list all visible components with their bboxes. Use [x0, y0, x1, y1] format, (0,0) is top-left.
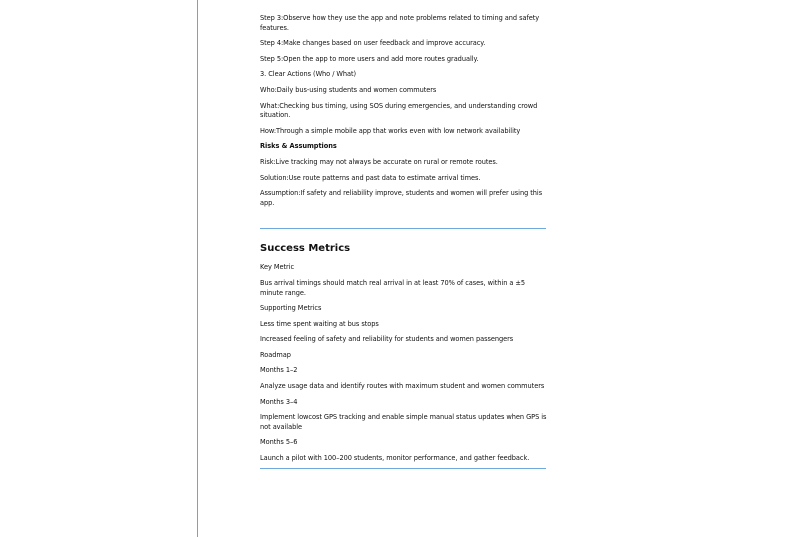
paragraph-assumption: Assumption:If safety and reliability improve, students and women will prefer using this app.	[260, 189, 543, 207]
roadmap-period: Months 3–4	[260, 397, 298, 406]
key-metric-text: Bus arrival timings should match real arrival in at least 70% of cases, within a ±5 minute range.	[260, 278, 526, 297]
paragraph-step5: Step 5:Open the app to more users and add more routes gradually.	[260, 54, 479, 63]
paragraph-who: Who:Daily bus-using students and women commuters	[260, 85, 437, 94]
section-divider-bottom	[260, 468, 546, 469]
clear-actions-heading: 3. Clear Actions (Who / What)	[260, 70, 357, 79]
roadmap-label: Roadmap	[260, 350, 291, 359]
paragraph-solution: Solution:Use route patterns and past data to estimate arrival times.	[260, 173, 481, 182]
roadmap-period: Months 5–6	[260, 438, 298, 447]
page-edge-line	[197, 0, 198, 537]
roadmap-task: Launch a pilot with 100–200 students, monitor performance, and gather feedback.	[260, 454, 530, 463]
risks-heading: Risks & Assumptions	[260, 142, 337, 151]
key-metric-label: Key Metric	[260, 263, 295, 272]
supporting-metrics-label: Supporting Metrics	[260, 304, 322, 313]
paragraph-step3: Step 3:Observe how they use the app and note problems related to timing and safety features.	[260, 14, 540, 32]
success-metrics-title: Success Metrics	[260, 243, 351, 255]
supporting-metric-item: Increased feeling of safety and reliability for students and women passengers	[260, 335, 514, 344]
document-content	[260, 14, 550, 469]
roadmap-task: Implement lowcost GPS tracking and enable simple manual status updates when GPS is not available	[260, 413, 547, 431]
roadmap-period: Months 1–2	[260, 366, 298, 375]
paragraph-how: How:Through a simple mobile app that works even with low network availability	[260, 126, 521, 135]
paragraph-what: What:Checking bus timing, using SOS during emergencies, and understanding crowd situation.	[260, 101, 538, 120]
roadmap-task: Analyze usage data and identify routes with maximum student and women commuters	[260, 382, 545, 391]
supporting-metric-item: Less time spent waiting at bus stops	[260, 319, 379, 328]
paragraph-risk: Risk:Live tracking may not always be accurate on rural or remote routes.	[260, 157, 498, 166]
paragraph-step4: Step 4:Make changes based on user feedback and improve accuracy.	[260, 39, 486, 48]
